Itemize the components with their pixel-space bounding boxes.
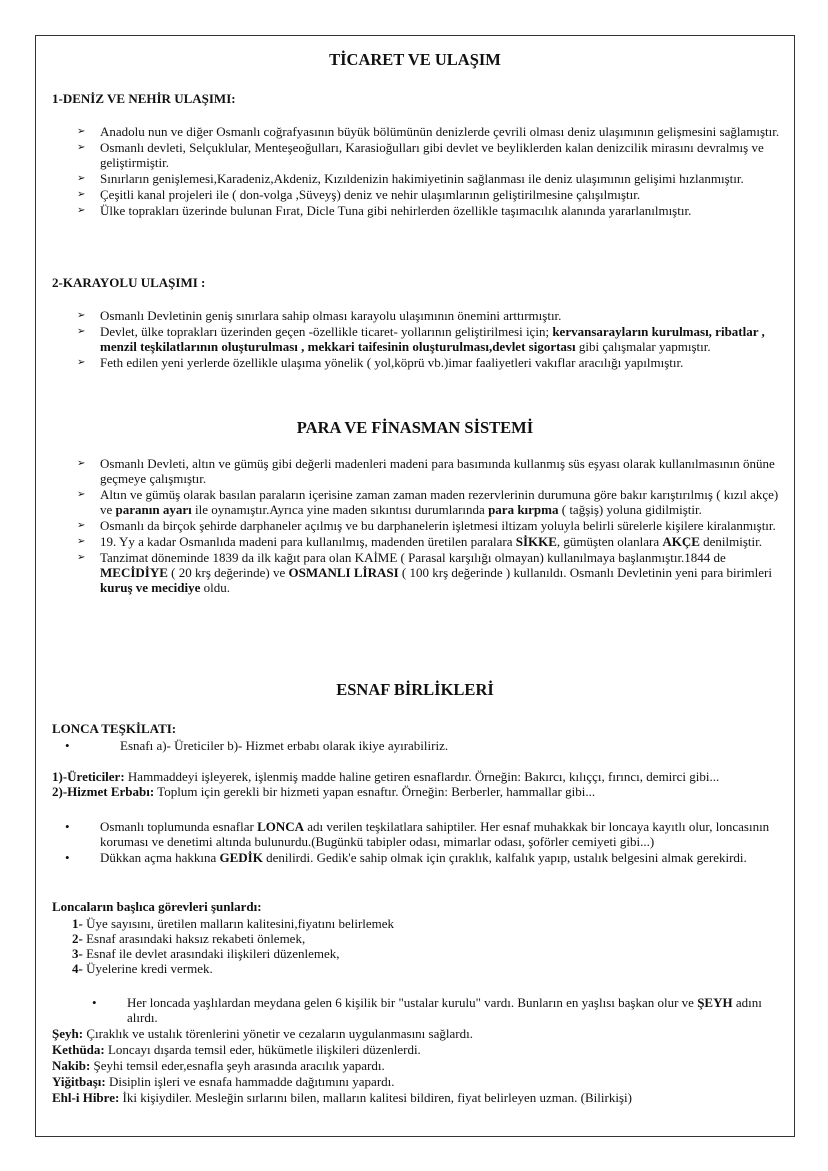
text-segment: denilirdi. Gedik'e sahip olmak için çıraklık, kalfalık yapıp, ustalık belgesini almak gerekirdi. <box>262 850 747 865</box>
bullet-icon: • <box>92 995 97 1010</box>
list-item-text <box>100 487 778 517</box>
text-segment: Sınırların genişlemesi,Karadeniz,Akdeniz, Kızıldenizin hakimiyetinin sağlanması ile deniz ulaşımının gelişimi hızlanmıştır. <box>100 171 744 186</box>
text-segment: Her loncada yaşlılardan meydana gelen 6 kişilik bir "ustalar kurulu" vardı. Bunların en yaşlısı başkan olur ve <box>127 995 698 1010</box>
text-row <box>52 1074 788 1090</box>
bullet-icon: • <box>65 819 70 834</box>
heading-deniz: 1-DENİZ VE NEHİR ULAŞIMI: <box>52 91 236 106</box>
bold-text: Yiğitbaşı: <box>52 1074 106 1089</box>
list-item-text <box>100 124 779 139</box>
title-esnaf: ESNAF BİRLİKLERİ <box>336 680 494 699</box>
text-segment: Disiplin işleri ve esnafa hammadde dağıtımını yapardı. <box>105 1074 395 1089</box>
arrow-bullet-icon: ➢ <box>77 458 86 469</box>
list-item <box>52 850 788 865</box>
arrow-bullet-icon: ➢ <box>77 357 86 368</box>
list-item-text <box>100 324 765 354</box>
arrow-bullet-icon: ➢ <box>77 126 86 137</box>
text-segment: Üye sayısını, üretilen malların kalitesini,fiyatını belirlemek <box>82 916 395 931</box>
list-item <box>52 203 788 218</box>
text-segment: ( 100 krş değerinde ) kullanıldı. Osmanlı Devletinin yeni para birimleri <box>398 565 772 580</box>
text-row <box>52 1090 788 1106</box>
text-segment: Osmanlı Devleti, altın ve gümüş gibi değerli madenleri madeni para basımında kullanmış süs eşyası olarak kullanılmasının önüne geçmeye çalışmıştır. <box>100 456 775 486</box>
text-row <box>52 769 788 784</box>
list-deniz <box>52 124 788 219</box>
text-row <box>52 946 788 961</box>
arrow-bullet-icon: ➢ <box>77 552 86 563</box>
list-item-text <box>100 355 683 370</box>
bold-text: para kırpma <box>488 502 559 517</box>
list-item <box>52 550 788 595</box>
bold-text: MECİDİYE <box>100 565 168 580</box>
list-item <box>52 995 788 1025</box>
text-segment: Osmanlı Devletinin geniş sınırlara sahip olması karayolu ulaşımının önemini arttırmıştır. <box>100 308 562 323</box>
bold-text: OSMANLI LİRASI <box>288 565 399 580</box>
bold-text: 2)-Hizmet Erbabı: <box>52 784 155 799</box>
text-segment: Altın ve gümüş olarak basılan paraların içerisine zaman zaman maden rezervlerinin durumuna göre bakır karıştırılmış ( kızıl akçe) ve <box>100 487 779 517</box>
list-item-text <box>100 171 744 186</box>
arrow-bullet-icon: ➢ <box>77 173 86 184</box>
text-segment: İki kişiydiler. Mesleğin sırlarını bilen, malların kalitesi bildiren, fiyat belirleyen uzman. (Bilirkişi) <box>119 1090 632 1105</box>
list-item-text <box>100 518 776 533</box>
list-roles <box>52 1026 788 1106</box>
bold-text: GEDİK <box>219 850 263 865</box>
bold-text: Ehl-i Hibre: <box>52 1090 120 1105</box>
list-item-text <box>100 819 769 849</box>
text-segment: denilmiştir. <box>699 534 763 549</box>
list-item-text <box>100 203 691 218</box>
list-item-text <box>100 187 640 202</box>
list-item <box>52 308 788 323</box>
bold-text: Nakib: <box>52 1058 91 1073</box>
bold-text: kuruş ve mecidiye <box>100 580 201 595</box>
bold-text: 3- <box>72 946 83 961</box>
text-segment: Osmanlı toplumunda esnaflar <box>100 819 258 834</box>
heading-lonca: LONCA TEŞKİLATI: <box>52 721 177 736</box>
list-gorevler <box>52 916 788 976</box>
arrow-bullet-icon: ➢ <box>77 326 86 337</box>
bold-text: 1)-Üreticiler: <box>52 769 125 784</box>
list-item <box>52 487 788 517</box>
text-row <box>52 961 788 976</box>
text-segment: Toplum için gerekli bir hizmeti yapan esnaftır. Örneğin: Berberler, hammallar gibi... <box>154 784 596 799</box>
bold-text: Şeyh: <box>52 1026 84 1041</box>
list-karayolu <box>52 308 788 371</box>
text-segment: Dükkan açma hakkına <box>100 850 220 865</box>
list-item <box>52 819 788 849</box>
list-item <box>52 456 788 486</box>
text-segment: Üyelerine kredi vermek. <box>82 961 213 976</box>
bold-text: paranın ayarı <box>115 502 192 517</box>
bold-text: SİKKE <box>515 534 557 549</box>
bold-text: 4- <box>72 961 83 976</box>
list-item <box>52 324 788 354</box>
arrow-bullet-icon: ➢ <box>77 536 86 547</box>
bold-text: AKÇE <box>662 534 700 549</box>
text-segment: ( tağşiş) yoluna gidilmiştir. <box>558 502 702 517</box>
bullet-icon: • <box>65 850 70 865</box>
list-item-text <box>100 850 747 865</box>
list-lonca <box>52 738 788 754</box>
list-item-text <box>100 534 762 549</box>
list-item-text <box>100 550 772 595</box>
list-item <box>52 355 788 370</box>
arrow-bullet-icon: ➢ <box>77 205 86 216</box>
text-segment: ile oynamıştır.Ayrıca yine maden sıkıntısı durumlarında <box>191 502 489 517</box>
title-para: PARA VE FİNASMAN SİSTEMİ <box>296 418 534 437</box>
text-row <box>52 1042 788 1058</box>
text-segment: Osmanlı devleti, Selçuklular, Menteşeoğulları, Karasioğulları gibi devlet ve beyliklerden kalan denizcilik mirasını devralmış ve geliştirmiştir. <box>100 140 764 170</box>
text-segment: Çıraklık ve ustalık törenlerini yönetir ve cezaların uygulanmasını sağlardı. <box>83 1026 473 1041</box>
text-segment: Anadolu nun ve diğer Osmanlı coğrafyasının büyük bölümünün denizlerde çevrili olması deniz ulaşımının gelişmesini sağlamıştır. <box>100 124 780 139</box>
list-item <box>52 534 788 549</box>
arrow-bullet-icon: ➢ <box>77 310 86 321</box>
definitions <box>52 769 788 799</box>
text-segment: 19. Yy a kadar Osmanlıda madeni para kullanılmış, madenden üretilen paralara <box>100 534 516 549</box>
text-segment: Hammaddeyi işleyerek, işlenmiş madde haline getiren esnaflardır. Örneğin: Bakırcı, kılıççı, fırıncı, demirci gibi... <box>124 769 720 784</box>
text-segment: adı verilen teşkilatlara sahiptiler. Her esnaf muhakkak bir loncaya kayıtlı olur, loncasının koruması ve denetimi altında bulunurdu.(Bugünkü tabipler odası, mimarlar odası, şoförler cemiyeti gibi...) <box>100 819 770 849</box>
list-item-text <box>100 140 764 170</box>
text-segment: Şeyhi temsil eder,esnafla şeyh arasında aracılık yapardı. <box>90 1058 385 1073</box>
list-esnaf-bullets <box>52 819 788 866</box>
text-row <box>52 931 788 946</box>
bold-text: LONCA <box>257 819 305 834</box>
text-segment: Loncayı dışarda temsil eder, hükümetle ilişkileri düzenlerdi. <box>104 1042 421 1057</box>
title-ticaret: TİCARET VE ULAŞIM <box>329 50 501 69</box>
arrow-bullet-icon: ➢ <box>77 520 86 531</box>
list-item <box>52 738 788 753</box>
bold-text: ŞEYH <box>697 995 733 1010</box>
ustalar-text <box>127 995 762 1025</box>
list-item <box>52 171 788 186</box>
bold-text: 2- <box>72 931 83 946</box>
text-segment: Osmanlı da birçok şehirde darphaneler açılmış ve bu darphanelerin işletmesi iltizam yoluyla belirli sürelerle kişilere kiralanmıştır. <box>100 518 776 533</box>
text-segment: Esnaf arasındaki haksız rekabeti önlemek, <box>82 931 306 946</box>
lonca-bullet-text: Esnafı a)- Üreticiler b)- Hizmet erbabı olarak ikiye ayırabiliriz. <box>120 738 449 753</box>
text-segment: gibi çalışmalar yapmıştır. <box>575 339 711 354</box>
text-segment: adını alırdı. <box>127 995 762 1025</box>
list-item <box>52 518 788 533</box>
list-item-text <box>100 308 561 323</box>
list-item <box>52 187 788 202</box>
text-segment: , gümüşten olanlara <box>556 534 663 549</box>
heading-karayolu: 2-KARAYOLU ULAŞIMI : <box>52 275 206 290</box>
text-segment: ( 20 krş değerinde) ve <box>167 565 289 580</box>
bold-text: 1- <box>72 916 83 931</box>
list-item <box>52 124 788 139</box>
list-item-text <box>100 456 775 486</box>
list-item <box>52 140 788 170</box>
text-row <box>52 1026 788 1042</box>
text-row <box>52 1058 788 1074</box>
text-segment: Feth edilen yeni yerlerde özellikle ulaşıma yönelik ( yol,köprü vb.)imar faaliyetleri vakıflar aracılığı yapılmıştır. <box>100 355 684 370</box>
text-segment: Ülke toprakları üzerinde bulunan Fırat, Dicle Tuna gibi nehirlerden özellikle taşımacılık alanında yararlanılmıştır. <box>100 203 692 218</box>
arrow-bullet-icon: ➢ <box>77 142 86 153</box>
text-row <box>52 784 788 799</box>
heading-gorevler: Loncaların başlıca görevleri şunlardı: <box>52 899 262 914</box>
bold-text: Kethüda: <box>52 1042 105 1057</box>
bold-text: kervansarayların kurulması, ribatlar , menzil teşkilatlarının oluşturulması , mekkari taifesinin oluşturulması,devlet sigortası <box>100 324 765 354</box>
list-para <box>52 456 788 596</box>
text-segment: Tanzimat döneminde 1839 da ilk kağıt para olan KAİME ( Parasal karşılığı olmayan) kullanılmaya başlanmıştır.1844 de <box>100 550 726 565</box>
text-segment: Devlet, ülke toprakları üzerinden geçen -özellikle ticaret- yollarının geliştirilmesi için; <box>100 324 553 339</box>
arrow-bullet-icon: ➢ <box>77 189 86 200</box>
list-ustalar <box>52 995 788 1026</box>
text-row <box>52 916 788 931</box>
text-segment: Esnaf ile devlet arasındaki ilişkileri düzenlemek, <box>82 946 340 961</box>
text-segment: oldu. <box>200 580 231 595</box>
text-segment: Çeşitli kanal projeleri ile ( don-volga ,Süveyş) deniz ve nehir ulaşımlarının geliştirilmesine çalışılmıştır. <box>100 187 641 202</box>
bullet-icon: • <box>65 738 70 753</box>
arrow-bullet-icon: ➢ <box>77 489 86 500</box>
